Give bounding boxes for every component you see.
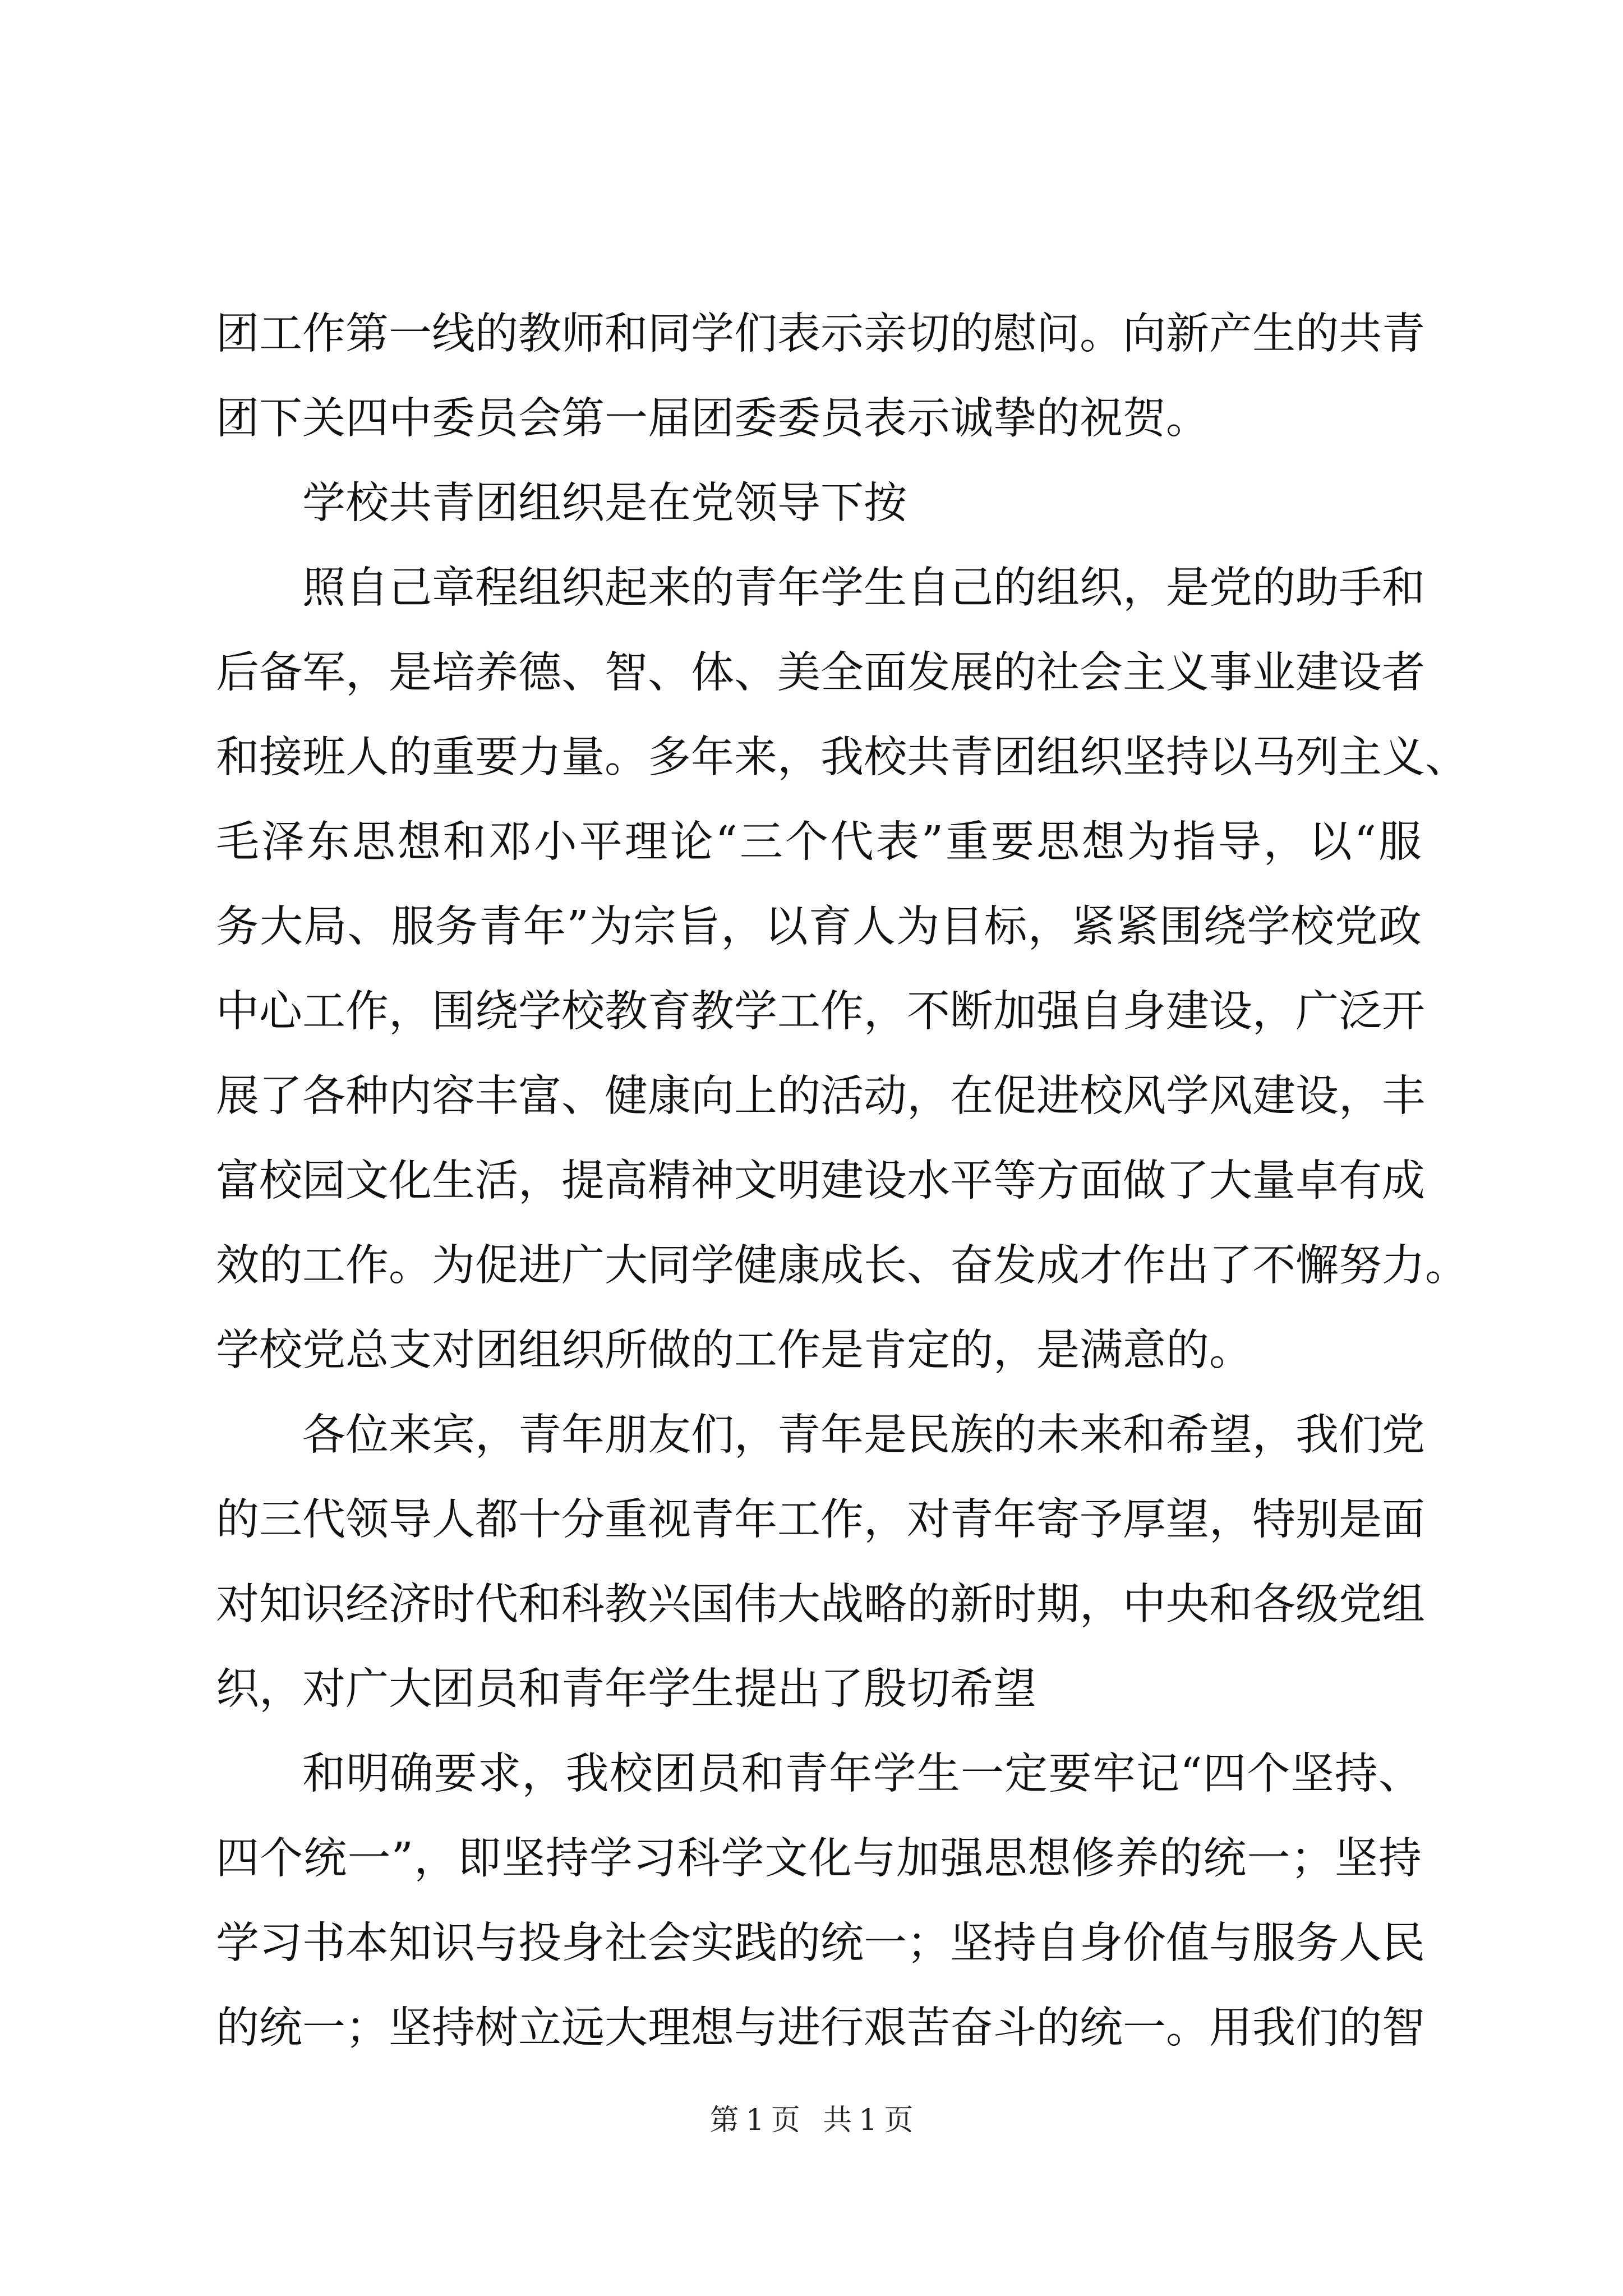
page-prefix: 第 <box>709 2104 739 2137</box>
text-line: 对知识经济时代和科教兴国伟大战略的新时期，中央和各级党组 <box>216 1580 1425 1630</box>
text-line: 学习书本知识与投身社会实践的统一；坚持自身价值与服务人民 <box>216 1918 1425 1968</box>
text-line: 的统一；坚持树立远大理想与进行艰苦奋斗的统一。用我们的智 <box>216 2003 1425 2053</box>
text-line: 和明确要求，我校团员和青年学生一定要牢记“四个坚持、 <box>302 1749 1422 1799</box>
text-line: 务大局、服务青年”为宗旨，以育人为目标，紧紧围绕学校党政 <box>216 902 1422 952</box>
total-pages-label <box>819 2104 916 2137</box>
page-footer <box>0 2101 1623 2140</box>
text-line: 织，对广大团员和青年学生提出了殷切希望 <box>216 1664 1036 1714</box>
text-line: 照自己章程组织起来的青年学生自己的组织，是党的助手和 <box>302 563 1425 613</box>
text-line: 富校园文化生活，提高精神文明建设水平等方面做了大量卓有成 <box>216 1156 1425 1206</box>
total-suffix: 页 <box>884 2104 914 2137</box>
text-line: 团工作第一线的教师和同学们表示亲切的慰问。向新产生的共青 <box>216 309 1425 359</box>
text-line: 各位来宾，青年朋友们，青年是民族的未来和希望，我们党 <box>302 1410 1425 1460</box>
document-body <box>216 292 1468 2070</box>
text-line: 四个统一”，即坚持学习科学文化与加强思想修养的统一；坚持 <box>216 1834 1422 1884</box>
text-line: 效的工作。为促进广大同学健康成长、奋发成才作出了不懈努力。 <box>216 1241 1468 1291</box>
total-prefix: 共 <box>823 2104 852 2137</box>
text-line: 展了各种内容丰富、健康向上的活动，在促进校风学风建设，丰 <box>216 1071 1425 1121</box>
text-line: 和接班人的重要力量。多年来，我校共青团组织坚持以马列主义、 <box>216 733 1468 783</box>
page-number-label <box>707 2104 804 2137</box>
text-line: 的三代领导人都十分重视青年工作，对青年寄予厚望，特别是面 <box>216 1495 1425 1545</box>
text-line: 学校党总支对团组织所做的工作是肯定的，是满意的。 <box>216 1326 1252 1375</box>
text-line: 团下关四中委员会第一届团委委员表示诚挚的祝贺。 <box>216 394 1209 444</box>
text-line: 学校共青团组织是在党领导下按 <box>302 478 907 528</box>
text-line: 毛泽东思想和邓小平理论“三个代表”重要思想为指导，以“服 <box>216 817 1422 867</box>
text-line: 后备军，是培养德、智、体、美全面发展的社会主义事业建设者 <box>216 648 1425 698</box>
page-number: 1 <box>745 2104 764 2137</box>
text-line: 中心工作，围绕学校教育教学工作，不断加强自身建设，广泛开 <box>216 987 1425 1037</box>
total-pages: 1 <box>859 2104 878 2137</box>
page-suffix: 页 <box>771 2104 800 2137</box>
